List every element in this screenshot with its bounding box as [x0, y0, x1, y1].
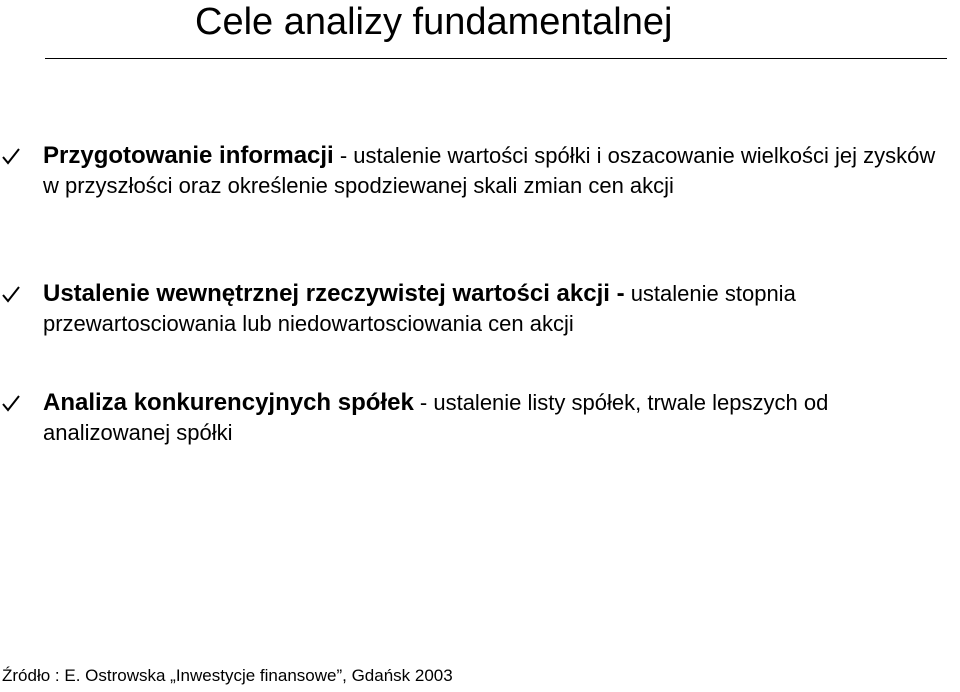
bullet-lead: Ustalenie wewnętrznej rzeczywistej wartości akcji - [43, 280, 625, 307]
bullet-text [43, 279, 943, 339]
bullet-lead: Analiza konkurencyjnych spółek [43, 389, 414, 416]
bullet-description: - ustalenie listy spółek, trwale lepszych od analizowanej spółki [43, 390, 829, 445]
source-citation: Źródło : E. Ostrowska „Inwestycje finansowe”, Gdańsk 2003 [2, 666, 453, 685]
bullet-description: ustalenie stopnia przewartosciowania lub niedowartosciowania cen akcji [43, 281, 796, 336]
bullet-text [43, 388, 943, 448]
checkmark-icon [0, 145, 22, 167]
bullet-description: - ustalenie wartości spółki i oszacowanie wielkości jej zysków w przyszłości oraz określenie spodziewanej skali zmian cen akcji [43, 143, 936, 198]
title-divider [45, 58, 947, 59]
bullet-lead: Przygotowanie informacji [43, 142, 334, 169]
checkmark-icon [0, 392, 22, 414]
slide-title: Cele analizy fundamentalnej [195, 1, 673, 43]
bullet-text [43, 141, 943, 201]
checkmark-icon [0, 283, 22, 305]
